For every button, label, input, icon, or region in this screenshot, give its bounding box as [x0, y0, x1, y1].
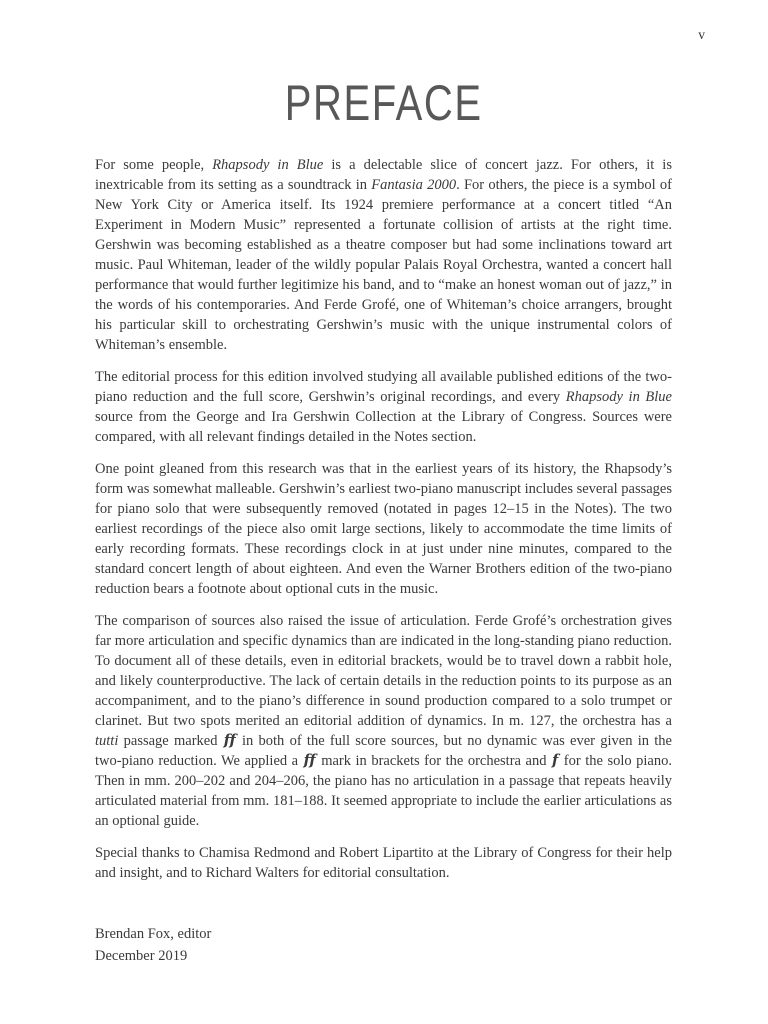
music-dynamic-mark: ff	[223, 732, 236, 749]
music-dynamic-mark: ff	[303, 752, 316, 769]
signature-date: December 2019	[95, 948, 188, 964]
body-text: passage marked	[118, 733, 223, 749]
page-header	[0, 75, 768, 131]
music-dynamic-mark: f	[551, 752, 559, 769]
body-text: mark in brackets for the orchestra and	[316, 753, 551, 769]
body-text: One point gleaned from this research was that in the earliest years of its history, the Rhapsody’s form was somewhat malleable. Gershwin’s earliest two-piano manuscript includes several passages for piano solo that were subsequently removed (notated in pages 12–15 in the Notes). The two earliest recordings of the piece also omit large sections, likely to accommodate the time limits of early recording formats. These recordings clock in at just under nine minutes, compared to the standard concert length of about eighteen. And even the Warner Brothers edition of the two-piano reduction bears a footnote about optional cuts in the music.	[95, 461, 673, 597]
italic-text: Rhapsody in Blue	[565, 389, 672, 405]
preface-body	[95, 155, 672, 883]
body-text: Special thanks to Chamisa Redmond and Robert Lipartito at the Library of Congress for their help and insight, and to Richard Walters for editorial consultation.	[95, 845, 672, 881]
body-text: The comparison of sources also raised the issue of articulation. Ferde Grofé’s orchestration gives far more articulation and specific dynamics than are indicated in the long-standing piano reduction. To document all of these details, even in editorial brackets, would be to travel down a rabbit hole, and likely counterproductive. The lack of certain details in the reduction points to its purpose as an accompaniment, and to the piano’s difference in sound production compared to a solo trumpet or clarinet. But two spots merited an editorial addition of dynamics. In m. 127, the orchestra has a	[95, 613, 672, 729]
body-text: . For others, the piece is a symbol of New York City or America itself. Its 1924 premiere performance at a concert titled “An Experiment in Modern Music” represented a fortunate collision of artists at the right time. Gershwin was becoming established as a theatre composer but had some inclinations toward art music. Paul Whiteman, leader of the wildly popular Palais Royal Orchestra, wanted a concert hall performance that would further legitimize his band, and to “make an honest woman out of jazz,” in the words of his contemporaries. And Ferde Grofé, one of Whiteman’s choice arrangers, brought his particular skill to orchestrating Gershwin’s music with the unique instrumental colors of Whiteman’s ensemble.	[95, 177, 672, 353]
body-text: is a delectable slice of concert jazz. For others, it is inextricable from its setting as a soundtrack in	[95, 157, 672, 193]
body-text: The editorial process for this edition involved studying all available published editions of the two-piano reduction and the full score, Gershwin’s original recordings, and every	[95, 369, 672, 405]
preface-paragraph	[95, 459, 672, 599]
italic-text: Rhapsody in Blue	[212, 157, 324, 173]
body-text: in both of the full score sources, but no dynamic was ever given in the two-piano reduction. We applied a	[95, 733, 672, 769]
page-title: PREFACE	[285, 75, 483, 131]
preface-paragraph	[95, 155, 672, 355]
body-text: for the solo piano. Then in mm. 200–202 and 204–206, the piano has no articulation in a passage that repeats heavily articulated material from mm. 181–188. It seemed appropriate to include the earlier articulations as an optional guide.	[95, 753, 672, 829]
italic-text: tutti	[95, 733, 119, 749]
signature-block	[95, 923, 672, 967]
body-text: For some people,	[95, 157, 213, 173]
preface-paragraph	[95, 367, 672, 447]
preface-paragraph	[95, 611, 672, 831]
editor-name: Brendan Fox, editor	[95, 926, 212, 942]
body-text: source from the George and Ira Gershwin Collection at the Library of Congress. Sources were compared, with all relevant findings detailed in the Notes section.	[95, 409, 672, 445]
preface-paragraph	[95, 843, 672, 883]
page-number: v	[698, 27, 705, 42]
italic-text: Fantasia 2000	[371, 177, 457, 193]
